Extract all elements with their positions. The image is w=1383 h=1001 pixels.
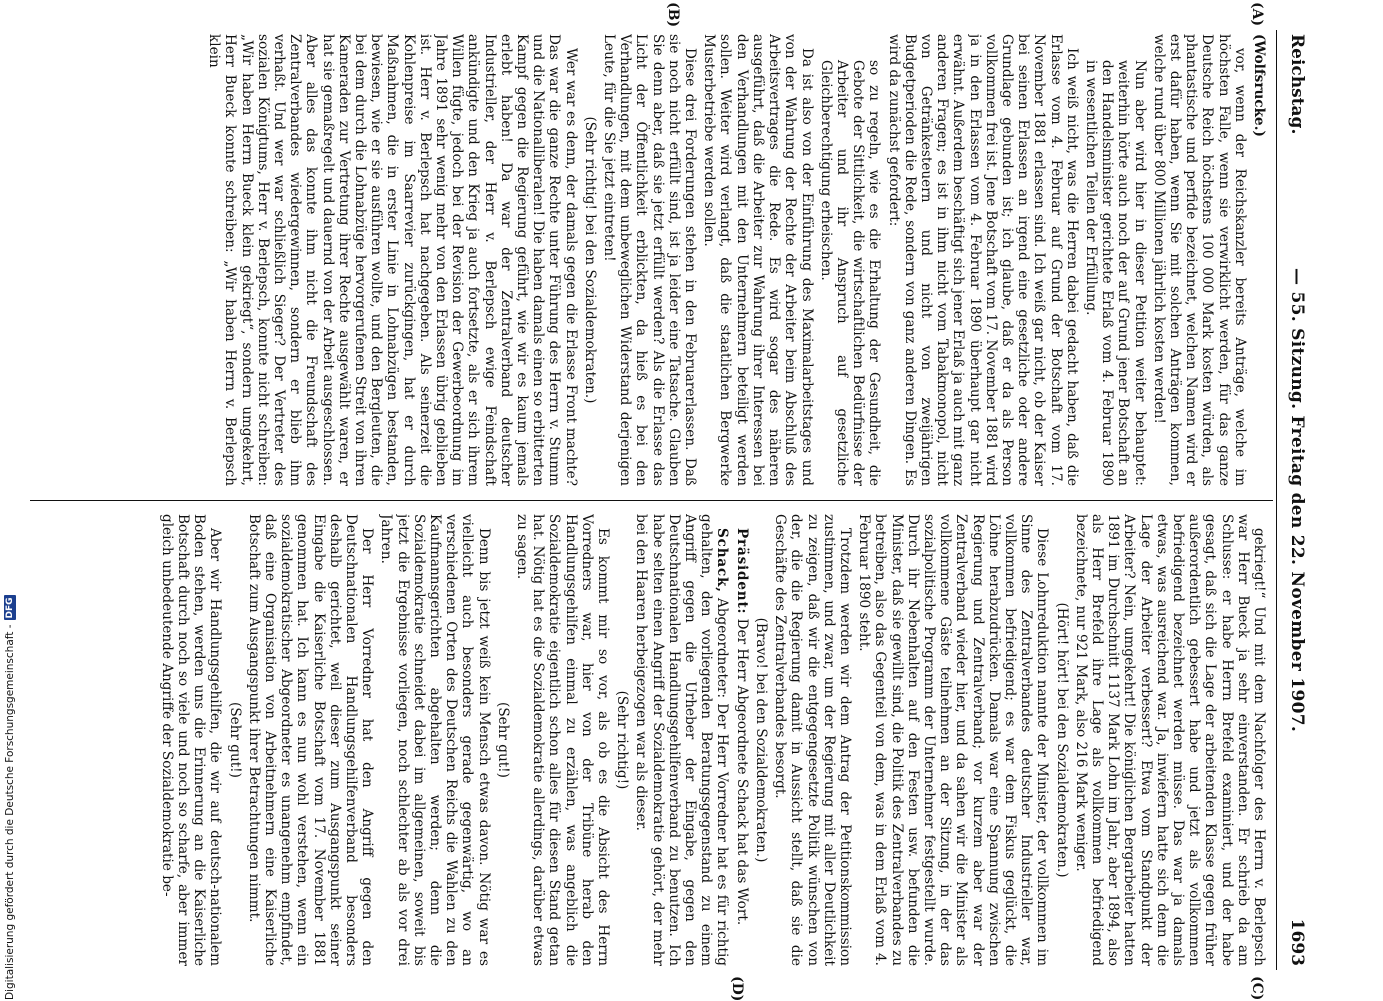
- section-label: (Wolfsrucke.): [1251, 34, 1267, 137]
- stage-direction: (Hört! hört! bei den Sozialdemokraten.): [1053, 602, 1070, 878]
- paragraph: Der Herr Vorredner hat den Angriff gegen den Deutschnationalen Handlungsgehilfenverband besonders deshalb gerichtet, weil dieser zum Ausgangspunkt seiner Eingabe die Kaiserliche Botschaft vom 17. November 1881 genommen hat. Ich kann es nun wohl verstehen, wenn ein sozialdemokratischer Abgeordneter es unangenehm empfindet, daß eine Organisation von Arbeitnehmern eine Kaiserliche Botschaft zum Ausgangspunkt ihrer Betrachtungen nimmt.: [245, 514, 376, 966]
- text-column-left: [34, 34, 1267, 486]
- speech-paragraph: [734, 514, 750, 966]
- speaker-name: Schack,: [714, 528, 731, 593]
- stage-direction: (Sehr richtig!): [614, 690, 631, 790]
- header-left: Reichstag.: [1287, 34, 1307, 135]
- page-footer: [0, 597, 20, 1000]
- paragraph: Trotzdem werden wir dem Antrag der Petitionskommission zustimmen, und zwar, um der Regierung mit aller Deutlichkeit zu zeigen, daß wir die entgegengesetzte Politik wünschen von der, die die Regierung damit in Aussicht stellt, daß sie die Geschäfte des Zentralverbandes besorgt.: [772, 514, 853, 966]
- paragraph: Wer war es denn, der damals gegen die Erlasse Front machte? Das war die ganze Rechte unter Führung des Herrn v. Stumm und die Nationalliberalen! Die haben damals einen so erbitterten Kampf gegen die Regierung geführt, wie wir es kaum jemals erlebt haben! Da war der Zentralverband deutscher Industrieller, der Herr v. Berlepsch ewige Feindschaft ankündigte und den Krieg ja auch fortsetzte, als er sich ihrem Willen fügte, jedoch bei der Revision der Gewerbeordnung im Jahre 1891 sehr wenig mehr von den Erlassen übrig geblieben ist. Herr v. Berlepsch hat nachgegeben. Als seinerzeit die Kohlenpreise im Saarrevier zurückgingen, hat er durch Maßnahmen, die in erster Linie in Lohnabzügen bestanden, bewiesen, wie er sie ausführen wollte, und den Bergleuten, die bei dem durch die Lohnabzüge hervorgerufenen Streit von ihren Kameraden zur Vertretung ihrer Rechte ausgewählt waren, er hat sie gemaßregelt und dauernd von der Arbeit ausgeschlossen. Aber alles das konnte ihm nicht die Freundschaft des Zentralverbandes wiedergewinnen, sondern er blieb ihm verhaßt. Und wer war schließlich Sieger? Der Vertreter des sozialen Königtums, Herr v. Berlepsch, konnte nicht schreiben: „Wir haben Herrn Bueck klein gekriegt“, sondern umgekehrt, Herr Bueck konnte schreiben: „Wir haben Herrn v. Berlepsch klein: [206, 34, 579, 486]
- margin-mark-b: (B): [665, 2, 681, 28]
- paragraph: Es kommt mir so vor, als ob es die Absicht des Herrn Vorredners war, hier von der Tribüne herab den Handlungsgehilfen einmal zu erzählen, was angeblich die Sozialdemokratie eigentlich schon alles für diesen Stand getan hat. Nötig hat es die Sozialdemokratie allerdings, darüber etwas zu sagen.: [514, 514, 612, 966]
- header-rule: [1276, 30, 1277, 970]
- margin-mark-c: (C): [1249, 976, 1265, 1001]
- paragraph: gekriegt!“ Und mit dem Nachfolger des Herrn v. Berlepsch war Herr Bueck ja sehr einverstanden. Er schrieb da am Schlusse: er habe Herrn Brefeld examiniert, und der habe gesagt, daß sich die Lage der arbeitenden Klasse gegen früher außerordentlich gebessert habe und jetzt als vollkommen befriedigend bezeichnet werden müsse. Das war ja damals etwas, was ausreichend war. Ja, inwiefern hatte sich denn die Lage der Arbeiter verbessert? Etwa vom Standpunkt der Arbeiter? Nein, umgekehrt! Die königlichen Bergarbeiter hatten 1891 im Durchschnitt 1137 Mark Lohn im Jahr, aber 1894, also als Herr Brefeld ihre Lage als vollkommen befriedigend bezeichnete, nur 921 Mark, also 216 Mark weniger.: [1072, 514, 1267, 966]
- paragraph: Denn bis jetzt weiß kein Mensch etwas davon. Nötig war es vielleicht auch besonders gerade gegenwärtig, wo an verschiedenen Orten des Deutschen Reichs die Wahlen zu den Kaufmannsgerichten abgehalten werden; denn die Sozialdemokratie schneidet dabei im allgemeinen, soweit bis jetzt die Ergebnisse vorliegen, noch schlechter ab als vor drei Jahren.: [378, 514, 492, 966]
- paragraph: Da ist also von der Einführung des Maximalarbeitstages und von der Wahrung der Rechte der Arbeiter beim Abschluß des Arbeitsvertrages die Rede. Es wird sogar des näheren ausgeführt, daß die Arbeiter zur Wahrung ihrer Interessen bei den Verhandlungen mit den Unternehmern beteiligt werden sollen. Weiter wird verlangt, daß die staatlichen Bergwerke Musterbetriebe werden sollen.: [701, 34, 815, 486]
- paragraph: Nun aber wird hier in dieser Petition weiter behauptet: weiterhin hörte auch noch der auf Grund jener Botschaft an den Handelsminister gerichtete Erlaß vom 4. Februar 1890 in wesentlichen Teilen der Erfüllung.: [1082, 60, 1148, 486]
- column-divider: [30, 500, 1273, 501]
- paragraph: so zu regeln, wie es die Erhaltung der Gesundheit, die Gebote der Sittlichkeit, die wirtschaftlichen Bedürfnisse der Arbeiter und ihr Anspruch auf gesetzliche Gleichberechtigung erheischen.: [817, 60, 883, 486]
- speech-paragraph: [633, 514, 730, 966]
- paragraph: Diese Lohnreduktion nannte der Minister, der vollkommen im Sinne des Zentralverbandes deutscher Industrieller war, vollkommen befriedigend; es war dem Fiskus geglückt, die Löhne herabzudrücken. Damals war eine Spannung zwischen Regierung und Zentralverband; vor kurzem aber war der Zentralverband wieder hier, und da sahen wir die Minister als vollkommene Gäste teilnehmen an der Sitzung, in der das sozialpolitische Programm der Unternehmer festgestellt wurde. Durch ihr Nebenhalten auf den Festen usw. befunden die Minister, daß sie gewillt sind, die Politik des Zentralverbandes zu betreiben, also das Gegenteil von dem, was in dem Erlaß vom 4. Februar 1890 steht.: [856, 514, 1051, 966]
- speaker-name: Präsident:: [733, 528, 750, 615]
- paragraph: Diese drei Forderungen stehen in den Februarerlassen. Daß sie noch nicht erfüllt sind, ist ja leider eine Tatsache. Glauben Sie denn aber, daß sie jetzt erfüllt werden? Als die Erlasse das Licht der Öffentlichkeit erblickten, da hieß es bei den Verhandlungen, mit dem unbeweglichen Widerstand derjenigen Leute, für die Sie jetzt eintreten!: [601, 34, 699, 486]
- paragraph: vor, wenn der Reichskanzler bereits Anträge, welche im höchsten Falle, wenn sie verwirklicht werden, für das ganze Deutsche Reich höchstens 100 000 Mark kosten würden, als phantastische und perfide bezeichnet, welchen Namen wird er erst dafür haben, wenn Sie mit solchen Anträgen kommen, welche rund über 800 Millionen jährlich kosten werden!: [1150, 34, 1248, 486]
- stage-direction: (Sehr gut!): [226, 702, 243, 778]
- page-header: [1281, 34, 1307, 966]
- paragraph: Ich weiß nicht, was die Herren dabei gedacht haben, daß die Erlasse vom 4. Februar auf Grund der Botschaft vom 17. November 1881 erlassen sind. Ich weiß gar nicht, ob der Kaiser bei seinen Erlassen an irgend eine gesetzliche oder andere Grundlage gebunden ist; ich glaube, daß er da als Person vollkommen frei ist. Jene Botschaft vom 17. November 1881 wird ja in den Erlassen vom 4. Februar 1890 überhaupt gar nicht erwähnt. Außerdem beschäftigt sich jener Erlaß ja auch mit ganz anderen Fragen; es ist in ihm nicht vom Tabakmonopol, nicht von Getränkesteuern und nicht von zweijährigen Budgetperioden die Rede, sondern von ganz anderen Dingen. Es wird da zunächst gefordert:: [885, 34, 1080, 486]
- footer-credit: Digitalisierung gefördert durch die Deutsche Forschungsgemeinschaft -: [4, 624, 16, 1000]
- stage-direction: (Sehr richtig! bei den Sozialdemokraten.): [581, 116, 598, 404]
- dfg-logo: DFG: [5, 597, 15, 619]
- margin-mark-a: (A): [1249, 2, 1265, 27]
- margin-mark-d: (D): [729, 976, 745, 1001]
- stage-direction: (Bravo! bei den Sozialdemokraten.): [752, 617, 769, 863]
- stage-direction: (Sehr gut!): [494, 702, 511, 778]
- speech-text: Der Herr Abgeordnete Schack hat das Wort.: [733, 614, 750, 926]
- paragraph: Aber wir Handlungsgehilfen, die wir auf deutsch-nationalem Boden stehen, werden uns die Erinnerung an die Kaiserliche Botschaft durch noch so viele und noch so scharfe, aber immer gleich unbedeutende Angriffe der Sozialdemokratie be-: [158, 514, 224, 966]
- page-number: 1693: [1287, 918, 1307, 966]
- speech-text: Abgeordneter: Der Herr Vorredner hat es für richtig gehalten, den vorliegenden Beratungsgegenstand zu einem Angriff gegen die Urheber der Eingabe, gegen den Deutschnationalen Handlungsgehilfenverband zu benutzen. Ich habe selten einen Angriff der Sozialdemokratie gehört, der mehr bei den Haaren herbeigezogen war als dieser.: [633, 514, 731, 966]
- text-column-right: [34, 514, 1267, 966]
- header-title: — 55. Sitzung. Freitag den 22. November 1907.: [1287, 267, 1307, 733]
